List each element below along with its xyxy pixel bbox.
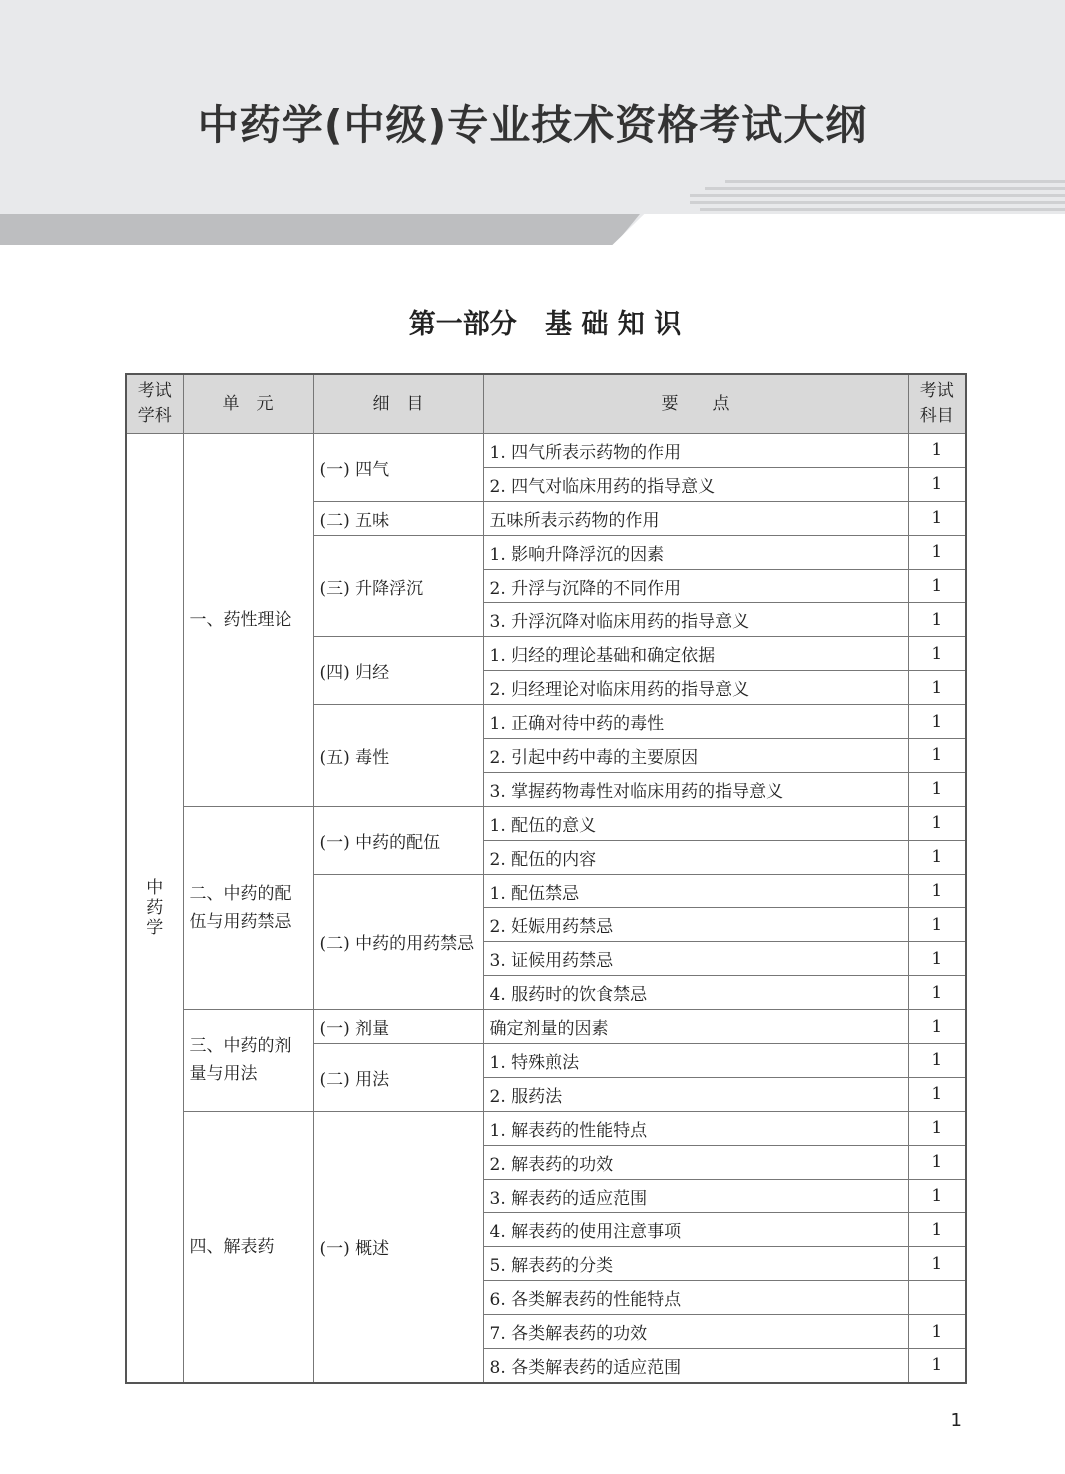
detail-cell: (三) 升降浮沉 (313, 535, 483, 637)
score-cell: 1 (908, 739, 966, 773)
score-cell: 1 (908, 467, 966, 501)
point-cell: 1. 正确对待中药的毒性 (483, 705, 908, 739)
document-title: 中药学(中级)专业技术资格考试大纲 (197, 101, 868, 149)
score-cell: 1 (908, 1315, 966, 1349)
table-row (126, 806, 966, 840)
score-cell: 1 (908, 1044, 966, 1078)
point-cell: 4. 服药时的饮食禁忌 (483, 976, 908, 1010)
score-cell: 1 (908, 1247, 966, 1281)
point-cell: 五味所表示药物的作用 (483, 501, 908, 535)
score-cell: 1 (908, 874, 966, 908)
score-cell: 1 (908, 637, 966, 671)
score-cell: 1 (908, 1010, 966, 1044)
score-cell: 1 (908, 1077, 966, 1111)
score-cell: 1 (908, 501, 966, 535)
syllabus-table (125, 373, 967, 1384)
score-cell: 1 (908, 1213, 966, 1247)
table-header-row (126, 374, 966, 434)
score-cell: 1 (908, 908, 966, 942)
point-cell: 8. 各类解表药的适应范围 (483, 1349, 908, 1383)
point-cell: 1. 配伍的意义 (483, 806, 908, 840)
point-cell: 2. 四气对临床用药的指导意义 (483, 467, 908, 501)
point-cell: 3. 升浮沉降对临床用药的指导意义 (483, 603, 908, 637)
score-cell: 1 (908, 569, 966, 603)
score-cell: 1 (908, 1111, 966, 1145)
header-subject: 考试学科 (126, 374, 183, 434)
unit-cell: 一、药性理论 (183, 434, 313, 807)
score-cell: 1 (908, 535, 966, 569)
score-cell: 1 (908, 671, 966, 705)
score-cell: 1 (908, 976, 966, 1010)
detail-cell: (二) 用法 (313, 1044, 483, 1112)
table-row (126, 1010, 966, 1044)
table-row (126, 1111, 966, 1145)
detail-cell: (一) 四气 (313, 434, 483, 502)
point-cell: 1. 配伍禁忌 (483, 874, 908, 908)
unit-cell: 四、解表药 (183, 1111, 313, 1383)
header-score: 考试科目 (908, 374, 966, 434)
point-cell: 6. 各类解表药的性能特点 (483, 1281, 908, 1315)
score-cell (908, 1281, 966, 1315)
speed-lines-decoration (690, 178, 1065, 214)
score-cell: 1 (908, 603, 966, 637)
score-cell: 1 (908, 840, 966, 874)
point-cell: 3. 掌握药物毒性对临床用药的指导意义 (483, 772, 908, 806)
detail-cell: (五) 毒性 (313, 705, 483, 807)
point-cell: 2. 归经理论对临床用药的指导意义 (483, 671, 908, 705)
point-cell: 2. 配伍的内容 (483, 840, 908, 874)
subject-cell (126, 434, 183, 1383)
score-cell: 1 (908, 434, 966, 468)
point-cell: 1. 影响升降浮沉的因素 (483, 535, 908, 569)
table-row (126, 434, 966, 468)
score-cell: 1 (908, 1349, 966, 1383)
score-cell: 1 (908, 942, 966, 976)
point-cell: 2. 妊娠用药禁忌 (483, 908, 908, 942)
point-cell: 2. 升浮与沉降的不同作用 (483, 569, 908, 603)
point-cell: 2. 解表药的功效 (483, 1145, 908, 1179)
header-unit: 单 元 (183, 374, 313, 434)
header-detail: 细 目 (313, 374, 483, 434)
score-cell: 1 (908, 705, 966, 739)
point-cell: 4. 解表药的使用注意事项 (483, 1213, 908, 1247)
score-cell: 1 (908, 806, 966, 840)
point-cell: 5. 解表药的分类 (483, 1247, 908, 1281)
point-cell: 2. 服药法 (483, 1077, 908, 1111)
detail-cell: (一) 中药的配伍 (313, 806, 483, 874)
point-cell: 确定剂量的因素 (483, 1010, 908, 1044)
detail-cell: (一) 剂量 (313, 1010, 483, 1044)
subject-label: 中药学 (146, 877, 164, 938)
score-cell: 1 (908, 1145, 966, 1179)
detail-cell: (一) 概述 (313, 1111, 483, 1383)
point-cell: 7. 各类解表药的功效 (483, 1315, 908, 1349)
header-stripe (0, 214, 640, 245)
score-cell: 1 (908, 772, 966, 806)
point-cell: 1. 解表药的性能特点 (483, 1111, 908, 1145)
detail-cell: (四) 归经 (313, 637, 483, 705)
detail-cell: (二) 中药的用药禁忌 (313, 874, 483, 1010)
part-title: 第一部分 基 础 知 识 (408, 309, 682, 340)
header-point: 要 点 (483, 374, 908, 434)
point-cell: 2. 引起中药中毒的主要原因 (483, 739, 908, 773)
unit-cell: 二、中药的配伍与用药禁忌 (183, 806, 313, 1009)
point-cell: 3. 证候用药禁忌 (483, 942, 908, 976)
score-cell: 1 (908, 1179, 966, 1213)
point-cell: 1. 归经的理论基础和确定依据 (483, 637, 908, 671)
point-cell: 1. 四气所表示药物的作用 (483, 434, 908, 468)
unit-cell: 三、中药的剂量与用法 (183, 1010, 313, 1112)
table-body (126, 434, 966, 1383)
detail-cell: (二) 五味 (313, 501, 483, 535)
point-cell: 1. 特殊煎法 (483, 1044, 908, 1078)
point-cell: 3. 解表药的适应范围 (483, 1179, 908, 1213)
page-number: 1 (950, 1410, 962, 1431)
